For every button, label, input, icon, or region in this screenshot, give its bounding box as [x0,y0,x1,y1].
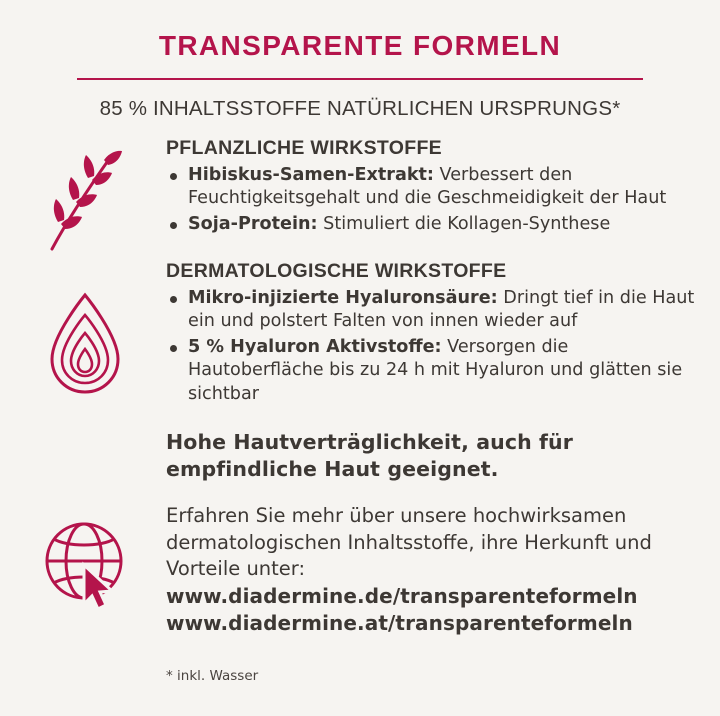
section-heading: DERMATOLOGISCHE WIRKSTOFFE [166,259,507,282]
website-link-at[interactable]: www.diadermine.at/transparenteformeln [166,610,633,635]
section-heading: PFLANZLICHE WIRKSTOFFE [166,137,442,159]
ingredient-description: Dringt tief in die Haut ein und polstert Falten von innen wieder auf [188,287,695,331]
ingredient-name: Hibiskus-Samen-Extrakt: [188,165,434,185]
section-dermatological [166,260,698,406]
content-area [0,137,720,637]
water-drop-icon [42,289,128,403]
ingredient-list-plant [166,164,698,237]
website-link-de[interactable]: www.diadermine.de/transparenteformeln [166,583,638,608]
globe-cursor-icon [42,519,128,623]
list-item [166,336,698,406]
spacer [166,409,698,429]
list-item [166,287,698,333]
ingredient-name: 5 % Hyaluron Aktivstoffe: [188,337,442,358]
icon-column [0,137,166,637]
ingredient-list-dermatological [166,287,698,406]
ingredient-name: Soja-Protein: [188,214,318,235]
more-info-paragraph: Erfahren Sie mehr über unsere hochwirksamen dermatologischen Inhaltsstoffe, ihre Herkunft und Vorteile unter: [166,504,652,581]
page-title: TRANSPARENTE FORMELN [158,30,562,61]
spacer [166,240,698,260]
branch-icon [42,145,128,259]
section-plant [166,137,698,237]
list-item [166,213,698,236]
ingredient-description: Stimuliert die Kollagen-Synthese [317,214,611,235]
list-item [166,164,698,210]
spacer [166,483,698,503]
tolerance-statement: Hohe Hautverträglichkeit, auch für empfindliche Haut geeignet. [166,429,573,481]
page-subtitle: 85 % INHALTSSTOFFE NATÜRLICHEN URSPRUNGS* [99,97,621,120]
ingredient-description: Verbessert den Feuchtigkeitsgehalt und die Geschmeidigkeit der Haut [188,165,667,209]
ingredient-name: Mikro-injizierte Hyaluronsäure: [188,287,498,308]
ingredient-description: Versorgen die Hautoberfläche bis zu 24 h mit Hyaluron und glätten sie sichtbar [188,337,683,404]
footnote: * inkl. Wasser [166,668,259,684]
